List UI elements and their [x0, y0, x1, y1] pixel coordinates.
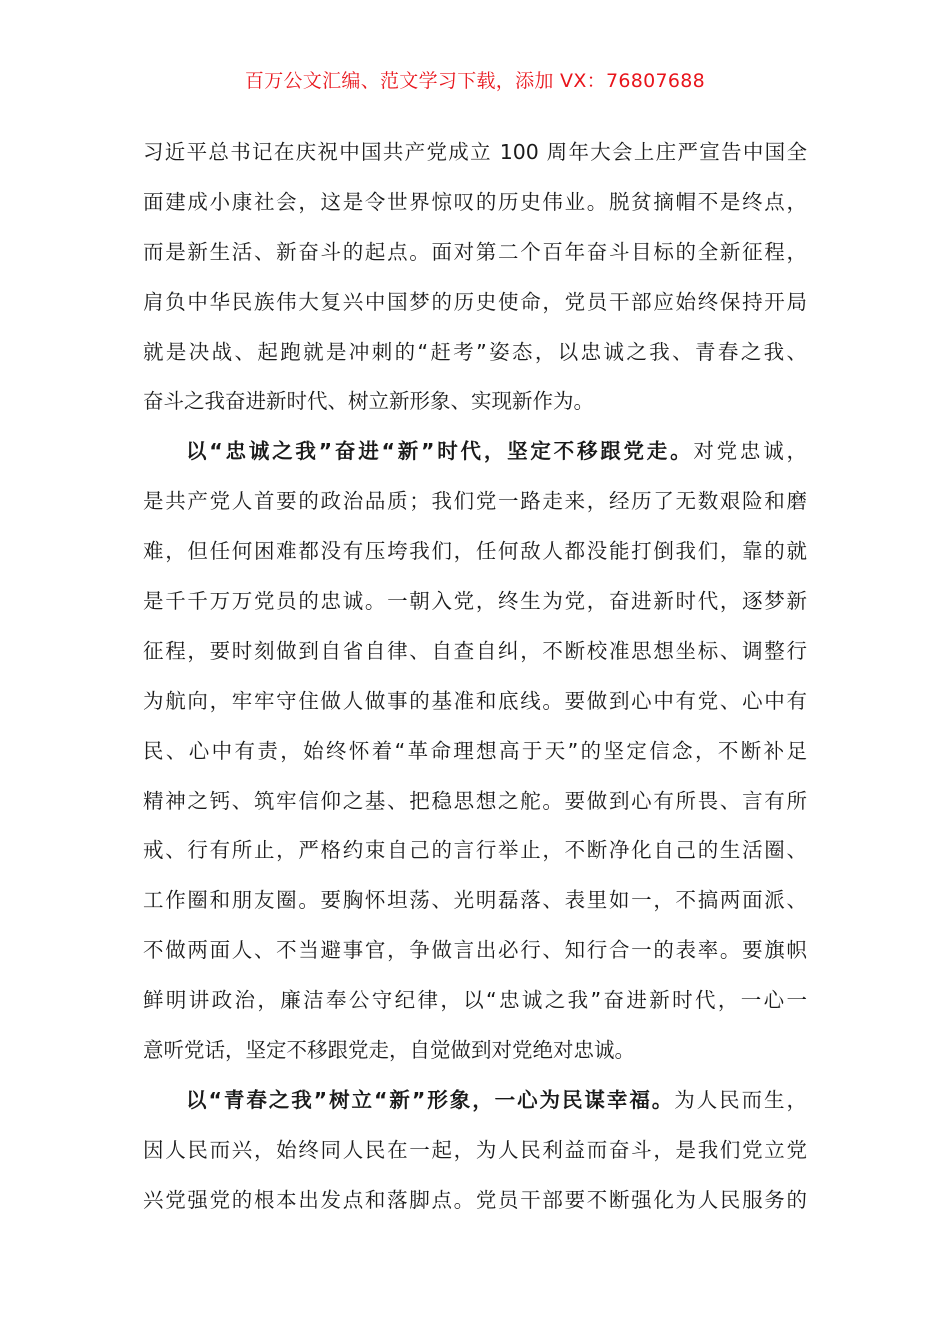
text-line: 就是决战、起跑就是冲刺的“赶考”姿态，以忠诚之我、青春之我、 — [143, 339, 807, 364]
text-line: 面建成小康社会，这是令世界惊叹的历史伟业。脱贫摘帽不是终点， — [143, 189, 807, 214]
text-line: 鲜明讲政治，廉洁奉公守纪律，以“忠诚之我”奋进新时代，一心一 — [143, 988, 807, 1013]
text-line: 因人民而兴，始终同人民在一起，为人民利益而奋斗，是我们党立党 — [143, 1137, 807, 1162]
paragraph-intro — [143, 128, 807, 427]
text-line: 是千千万万党员的忠诚。一朝入党，终生为党，奋进新时代，逐梦新 — [143, 589, 807, 614]
text-line: 民、心中有责，始终怀着“革命理想高于天”的坚定信念，不断补足 — [143, 738, 807, 763]
text-line: 戒、行有所止，严格约束自己的言行举止，不断净化自己的生活圈、 — [143, 838, 807, 863]
text-line: 为航向，牢牢守住做人做事的基准和底线。要做到心中有党、心中有 — [143, 688, 807, 713]
section-heading: 以“青春之我”树立“新”形象，一心为民谋幸福。 — [186, 1087, 675, 1112]
text-line: 是共产党人首要的政治品质；我们党一路走来，经历了无数艰险和磨 — [143, 489, 807, 514]
text-line: 意听党话，坚定不移跟党走，自觉做到对党绝对忠诚。 — [143, 1038, 635, 1063]
text-line: 工作圈和朋友圈。要胸怀坦荡、光明磊落、表里如一，不搞两面派、 — [143, 888, 807, 913]
paragraph-loyalty — [143, 427, 807, 1076]
document-body — [143, 128, 807, 1226]
watermark-header: 百万公文汇编、范文学习下载，添加 VX：76807688 — [244, 70, 706, 92]
text-line — [143, 427, 807, 477]
heading-line-rest: 对党忠诚， — [693, 439, 807, 464]
text-line: 兴党强党的根本出发点和落脚点。党员干部要不断强化为人民服务的 — [143, 1187, 807, 1212]
text-line: 不做两面人、不当避事官，争做言出必行、知行合一的表率。要旗帜 — [143, 938, 807, 963]
text-line: 精神之钙、筑牢信仰之基、把稳思想之舵。要做到心有所畏、言有所 — [143, 788, 807, 813]
paragraph-youth — [143, 1076, 807, 1226]
text-line: 肩负中华民族伟大复兴中国梦的历史使命，党员干部应始终保持开局 — [143, 289, 807, 314]
text-line — [143, 1076, 807, 1126]
section-heading: 以“忠诚之我”奋进“新”时代，坚定不移跟党走。 — [186, 439, 694, 464]
text-line: 征程，要时刻做到自省自律、自查自纠，不断校准思想坐标、调整行 — [143, 638, 807, 663]
text-line: 习近平总书记在庆祝中国共产党成立 100 周年大会上庄严宣告中国全 — [143, 140, 807, 164]
heading-line-rest: 为人民而生， — [674, 1087, 807, 1112]
text-line: 奋斗之我奋进新时代、树立新形象、实现新作为。 — [143, 389, 594, 414]
text-line: 难，但任何困难都没有压垮我们，任何敌人都没能打倒我们，靠的就 — [143, 539, 807, 564]
text-line: 而是新生活、新奋斗的起点。面对第二个百年奋斗目标的全新征程， — [143, 239, 807, 264]
